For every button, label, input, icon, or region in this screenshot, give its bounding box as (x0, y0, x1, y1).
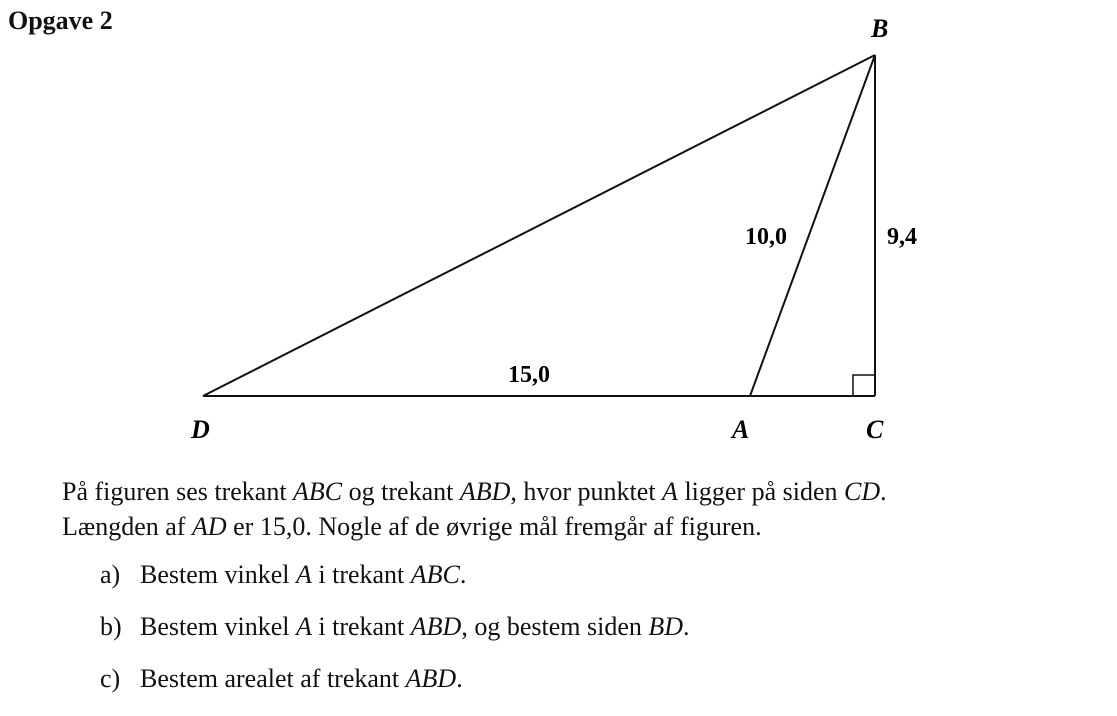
question-label: c) (100, 664, 121, 693)
question-text: Bestem arealet af trekant ABD. (140, 664, 463, 693)
length-label-AB: 10,0 (745, 224, 787, 250)
question-label: a) (100, 560, 121, 589)
question-label: b) (100, 612, 122, 641)
length-label-AD: 15,0 (508, 362, 550, 388)
question-list (100, 560, 690, 716)
intro-line-2: Længden af AD er 15,0. Nogle af de øvrige mål fremgår af figuren. (62, 512, 762, 541)
right-angle-marker (853, 375, 875, 396)
intro-text (62, 474, 887, 544)
question-c (100, 664, 690, 716)
question-text: Bestem vinkel A i trekant ABC. (140, 560, 467, 589)
question-text: Bestem vinkel A i trekant ABD, og bestem siden BD. (140, 612, 690, 641)
point-label-D: D (191, 415, 210, 444)
question-a (100, 560, 690, 612)
point-label-A: A (732, 415, 750, 444)
length-label-BC: 9,4 (887, 224, 917, 250)
intro-line-1: På figuren ses trekant ABC og trekant ABD, hvor punktet A ligger på siden CD. (62, 477, 887, 506)
point-label-C: C (866, 415, 884, 444)
question-b (100, 612, 690, 664)
exercise-title: Opgave 2 (8, 6, 113, 35)
point-label-B: B (871, 14, 889, 43)
